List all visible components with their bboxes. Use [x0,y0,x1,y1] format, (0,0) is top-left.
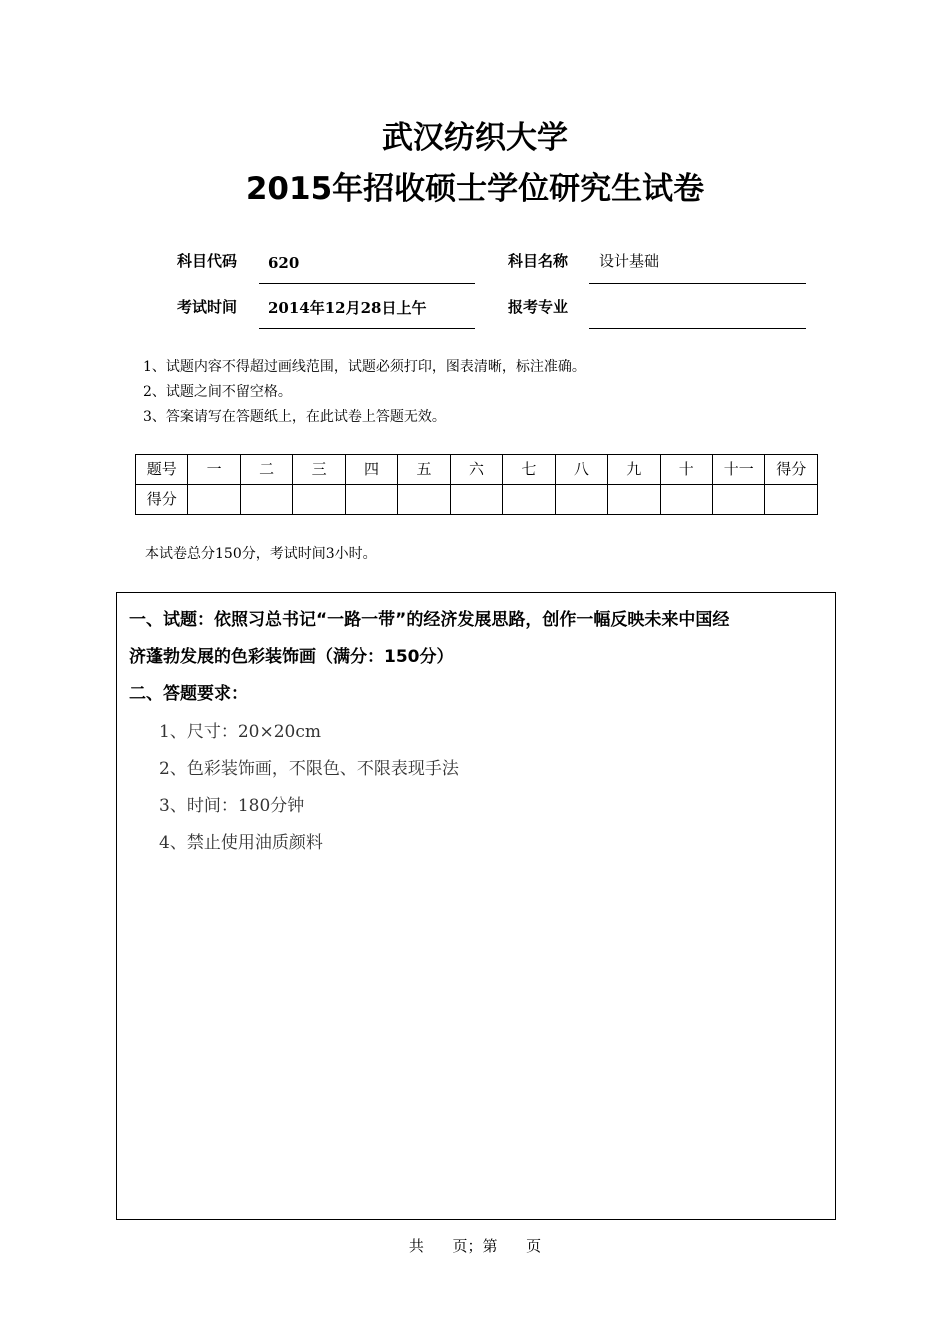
total-note: 本试卷总分150分，考试时间3小时。 [145,546,377,562]
question-line-1: 一、试题：依照习总书记“一路一带”的经济发展思路，创作一幅反映未来中国经 [129,610,730,630]
score-cell [398,485,450,515]
score-cell [555,485,607,515]
exam-time-value: 2014年12月28日上午 [268,299,427,317]
score-cell [293,485,345,515]
requirement-item: 3、时间：180分钟 [159,796,305,816]
table-cell: 七 [503,455,555,485]
score-cell [765,485,818,515]
score-cell [240,485,292,515]
subject-code-value: 620 [268,254,300,272]
score-cell [450,485,502,515]
score-table-score-row [136,485,818,515]
table-cell: 九 [608,455,660,485]
score-cell [503,485,555,515]
table-cell: 十一 [712,455,764,485]
major-label: 报考专业 [508,298,569,316]
exam-time-underline [259,328,475,329]
requirement-item: 4、禁止使用油质颜料 [159,833,323,853]
major-underline [589,328,806,329]
score-cell [608,485,660,515]
score-table-header-row [136,455,818,485]
score-cell [345,485,397,515]
university-title: 武汉纺织大学 [382,120,568,156]
table-cell: 得分 [765,455,818,485]
table-cell: 五 [398,455,450,485]
score-cell [188,485,240,515]
exam-time-label: 考试时间 [177,298,238,316]
table-cell: 十 [660,455,712,485]
question-box [116,592,836,1220]
instruction-1: 1、试题内容不得超过画线范围，试题必须打印，图表清晰，标注准确。 [143,359,586,375]
instruction-3: 3、答案请写在答题纸上，在此试卷上答题无效。 [143,409,446,425]
table-cell: 三 [293,455,345,485]
exam-title: 2015年招收硕士学位研究生试卷 [245,171,705,207]
table-cell: 二 [240,455,292,485]
table-cell: 八 [555,455,607,485]
requirement-item: 1、尺寸：20×20cm [159,722,321,742]
table-cell: 一 [188,455,240,485]
requirement-item: 2、色彩装饰画，不限色、不限表现手法 [159,759,459,779]
table-cell: 四 [345,455,397,485]
requirements-heading: 二、答题要求： [129,684,248,704]
subject-code-underline [259,283,475,284]
subject-name-underline [589,283,806,284]
subject-name-label: 科目名称 [508,252,569,270]
page-footer: 共 页；第 页 [408,1237,542,1255]
table-cell: 题号 [136,455,188,485]
score-cell [712,485,764,515]
score-table [135,454,818,515]
question-line-2: 济蓬勃发展的色彩装饰画（满分：150分） [129,647,454,667]
score-cell [660,485,712,515]
subject-name-value: 设计基础 [599,252,660,270]
instruction-2: 2、试题之间不留空格。 [143,384,292,400]
subject-code-label: 科目代码 [177,252,238,270]
table-cell: 六 [450,455,502,485]
table-cell: 得分 [136,485,188,515]
